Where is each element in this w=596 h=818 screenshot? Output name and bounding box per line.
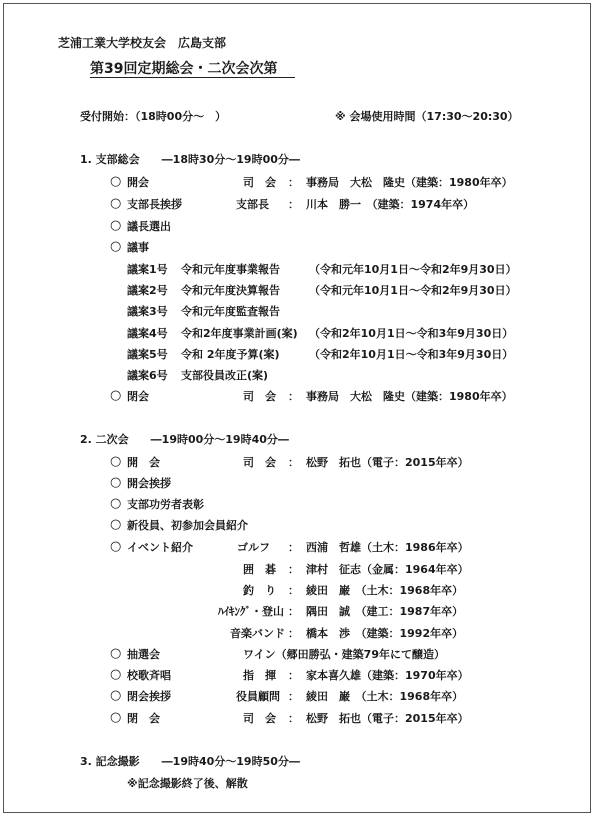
item-role: ワイン（郷田勝弘・建築79年にて醸造） [243, 648, 445, 661]
bullet: ○ [110, 496, 122, 511]
item-label: 開会挨拶 [127, 477, 171, 490]
item-colon: ： [288, 669, 299, 682]
item-colon: ： [288, 456, 299, 469]
event-colon: ： [288, 563, 299, 576]
agenda-text: 令和元年度決算報告 [181, 284, 280, 297]
section2-heading: 2. 二次会 ―19時00分～19時40分― [80, 433, 289, 446]
bullet: ○ [110, 174, 122, 189]
item-colon: ： [288, 690, 299, 703]
bullet: ○ [110, 688, 122, 703]
event-category: 釣 り [243, 584, 276, 597]
item-role: 司 会 [243, 176, 276, 189]
agenda-number: 議案1号 [127, 263, 168, 276]
item-label: 閉会挨拶 [127, 690, 171, 703]
item-label: 閉 会 [127, 712, 160, 725]
venue-time: ※ 会場使用時間（17:30～20:30） [335, 110, 519, 123]
item-label: 新役員、初参加会員紹介 [127, 519, 248, 532]
item-label: 支部功労者表彰 [127, 498, 204, 511]
item-colon: ： [288, 176, 299, 189]
item-label: 開会 [127, 176, 149, 189]
event-person: 西浦 哲雄（土木：1986年卒） [306, 541, 469, 554]
event-person: 隅田 誠 （建工：1987年卒） [306, 605, 464, 618]
bullet: ○ [110, 646, 122, 661]
title-underline [90, 77, 295, 78]
item-colon: ： [288, 198, 299, 211]
agenda-text: 支部役員改正(案) [181, 369, 269, 382]
event-person: 橋本 渉 （建築：1992年卒） [306, 627, 464, 640]
event-person: 津村 征志（金属：1964年卒） [306, 563, 469, 576]
bullet: ○ [110, 196, 122, 211]
agenda-text: 令和 2年度予算(案) [181, 348, 280, 361]
event-category: 囲 碁 [243, 563, 276, 576]
item-role: 司 会 [243, 456, 276, 469]
agenda-number: 議案2号 [127, 284, 168, 297]
bullet: ○ [110, 710, 122, 725]
item-role: 司 会 [243, 712, 276, 725]
bullet: ○ [110, 218, 122, 233]
agenda-period: （令和2年10月1日～令和3年9月30日） [309, 327, 514, 340]
item-person: 松野 拓也（電子：2015年卒） [306, 712, 469, 725]
event-colon: ： [288, 584, 299, 597]
section3-heading: 3. 記念撮影 ―19時40分～19時50分― [80, 755, 300, 768]
item-label: イベント紹介 [127, 541, 193, 554]
bullet: ○ [110, 475, 122, 490]
bullet: ○ [110, 454, 122, 469]
agenda-period: （令和2年10月1日～令和3年9月30日） [309, 348, 514, 361]
event-colon: ： [288, 541, 299, 554]
agenda-text: 令和2年度事業計画(案) [181, 327, 298, 340]
event-category: 音楽バンド [230, 627, 285, 640]
document-title: 第39回定期総会・二次会次第 [90, 61, 278, 77]
item-label: 閉会 [127, 390, 149, 403]
item-person: 松野 拓也（電子：2015年卒） [306, 456, 469, 469]
bullet: ○ [110, 239, 122, 254]
bullet: ○ [110, 388, 122, 403]
agenda-text: 令和元年度監査報告 [181, 305, 280, 318]
bullet: ○ [110, 517, 122, 532]
item-role: 司 会 [243, 390, 276, 403]
agenda-period: （令和元年10月1日～令和2年9月30日） [309, 284, 517, 297]
event-colon: ： [288, 627, 299, 640]
bullet: ○ [110, 667, 122, 682]
item-label: 支部長挨拶 [127, 198, 182, 211]
item-label: 議長選出 [127, 220, 171, 233]
item-person: 事務局 大松 隆史（建築：1980年卒） [306, 176, 513, 189]
agenda-number: 議案5号 [127, 348, 168, 361]
item-role: 指 揮 [243, 669, 276, 682]
item-colon: ： [288, 390, 299, 403]
organization-name: 芝浦工業大学校友会 広島支部 [58, 36, 227, 50]
item-label: 校歌斉唱 [127, 669, 171, 682]
agenda-text: 令和元年度事業報告 [181, 263, 280, 276]
reception-time: 受付開始：（18時00分～ ） [80, 110, 227, 123]
bullet: ○ [110, 539, 122, 554]
event-category: ﾊｲｷﾝｸﾞ・登山 [218, 605, 284, 618]
item-person: 家本喜久雄（建築：1970年卒） [306, 669, 469, 682]
item-label: 議事 [127, 241, 149, 254]
agenda-number: 議案4号 [127, 327, 168, 340]
event-person: 綾田 巌 （土木：1968年卒） [306, 584, 464, 597]
agenda-period: （令和元年10月1日～令和2年9月30日） [309, 263, 517, 276]
item-person: 川本 勝一 （建築：1974年卒） [306, 198, 475, 211]
item-label: 抽選会 [127, 648, 160, 661]
event-colon: ： [288, 605, 299, 618]
event-category: ゴルフ [237, 541, 270, 554]
item-person: 綾田 巌 （土木：1968年卒） [306, 690, 464, 703]
item-role: 支部長 [236, 198, 269, 211]
item-role: 役員顧問 [236, 690, 280, 703]
section1-heading: 1. 支部総会 ―18時30分～19時00分― [80, 153, 300, 166]
agenda-number: 議案6号 [127, 369, 168, 382]
item-person: 事務局 大松 隆史（建築：1980年卒） [306, 390, 513, 403]
item-label: 開 会 [127, 456, 160, 469]
section3-note: ※記念撮影終了後、解散 [127, 777, 248, 790]
item-colon: ： [288, 712, 299, 725]
agenda-number: 議案3号 [127, 305, 168, 318]
